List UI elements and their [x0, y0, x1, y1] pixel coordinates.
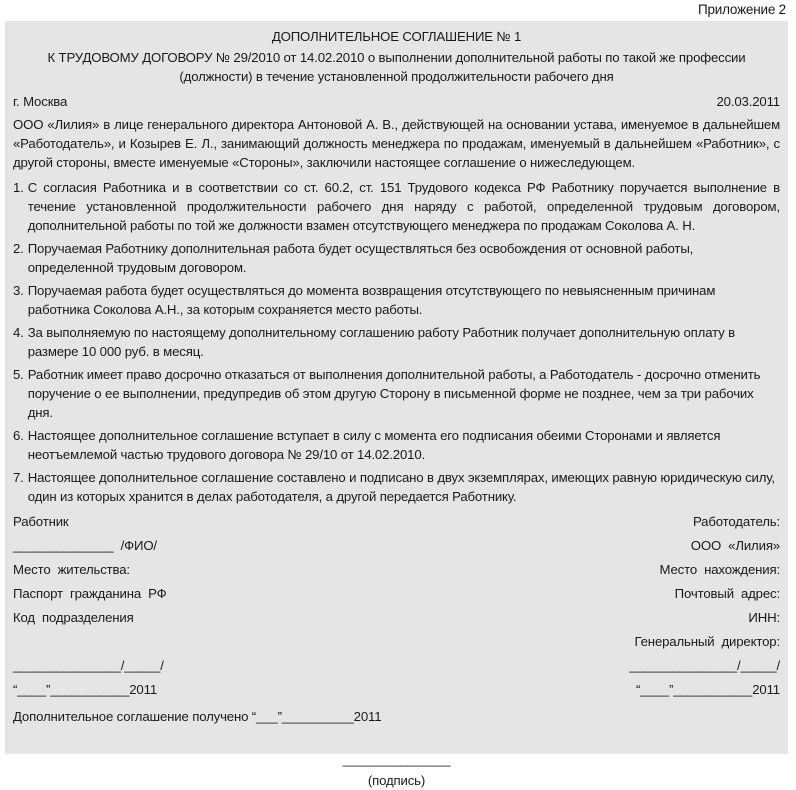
clause-text: За выполняемую по настоящему дополнительному соглашению работу Работник получает дополнительную оплату в размере 10 000 руб. в месяц.: [27, 325, 735, 359]
signature-row: [13, 584, 780, 603]
employee-name-line: ______________ /ФИО/: [13, 538, 157, 553]
employee-division-code: Код подразделения: [13, 610, 134, 625]
clause-number: 5.: [13, 367, 24, 382]
document-title: ДОПОЛНИТЕЛЬНОЕ СОГЛАШЕНИЕ № 1: [271, 29, 522, 44]
employer-postal-address: Почтовый адрес:: [674, 586, 780, 601]
clause-4: [13, 323, 780, 361]
appendix-label: Приложение 2: [697, 2, 786, 17]
employer-signature-line: _______________/_____/: [629, 658, 780, 673]
intro-paragraph: ООО «Лилия» в лице генерального директора Антоновой А. В., действующей на основании устава, именуемое в дальнейшем «Работодатель», и Козырев Е. Л., занимающий должность менеджера по продажам, именуемый в дальнейшем «Работник», с другой стороны, вместе именуемые «Стороны», заключили настоящее соглашение о нижеследующем.: [13, 117, 780, 170]
employee-date-line: “____”___________2011: [13, 682, 158, 697]
clause-7: [13, 468, 780, 506]
clause-text: С согласия Работника и в соответствии со ст. 60.2, ст. 151 Трудового кодекса РФ Работнику поручается выполнение в течение установленной продолжительности рабочего дня наряду с работой, определенной трудовым договором, дополнительной работы по той же должности взамен отсутствующего менеджера по продажам Соколова А. Н.: [27, 180, 780, 233]
signature-row: [13, 632, 780, 651]
place: г. Москва: [13, 94, 68, 109]
employee-label: Работник: [13, 514, 69, 529]
signature-row: [13, 608, 780, 627]
document-body: [5, 21, 788, 788]
employee-passport: Паспорт гражданина РФ: [13, 586, 167, 601]
employee-residence: Место жительства:: [13, 562, 130, 577]
employer-date-line: “____”___________2011: [635, 682, 780, 697]
signature-row: [13, 680, 780, 699]
employer-director-label: Генеральный директор:: [634, 634, 780, 649]
clause-3: [13, 281, 780, 319]
clause-6: [13, 426, 780, 464]
employer-name: ООО «Лилия»: [690, 538, 780, 553]
signature-row: [13, 560, 780, 579]
signature-row: [13, 512, 780, 531]
clause-text: Поручаемая Работнику дополнительная работа будет осуществляться без освобождения от основной работы, определенной трудовым договором.: [27, 241, 694, 275]
clause-text: Поручаемая работа будет осуществляться до момента возвращения отсутствующего по невыясненным причинам работника Соколова А.Н., за которым сохраняется место работы.: [27, 283, 716, 317]
signatures-block: [13, 512, 780, 699]
clause-number: 4.: [13, 325, 24, 340]
clause-text: Настоящее дополнительное соглашение вступает в силу с момента его подписания обеими Сторонами и является неотъемлемой частью трудового договора № 29/10 от 14.02.2010.: [27, 428, 721, 462]
clause-text: Работник имеет право досрочно отказаться от выполнения дополнительной работы, а Работодатель - досрочно отменить поручение о ее выполнении, предупредив об этом другую Сторону в письменной форме не позднее, чем за три рабочих дня.: [27, 367, 761, 420]
document-subtitle: К ТРУДОВОМУ ДОГОВОРУ № 29/2010 от 14.02.2010 о выполнении дополнительной работы по такой же профессии (должности) в течение установленной продолжительности рабочего дня: [47, 50, 746, 84]
clause-number: 3.: [13, 283, 24, 298]
clause-number: 6.: [13, 428, 24, 443]
receipt-line: Дополнительное соглашение получено “___”__________2011: [13, 709, 382, 724]
employer-inn: ИНН:: [748, 610, 780, 625]
signature-row: [13, 656, 780, 675]
clause-2: [13, 239, 780, 277]
clause-text: Настоящее дополнительное соглашение составлено и подписано в двух экземплярах, имеющих равную юридическую силу, один из которых хранится в делах работодателя, а другой передается Работнику.: [27, 470, 775, 504]
employee-signature-line: _______________/_____/: [13, 658, 164, 673]
receipt-signature-line: _______________: [342, 752, 451, 767]
clause-1: [13, 178, 780, 235]
clause-number: 2.: [13, 241, 24, 256]
date: 20.03.2011: [716, 94, 780, 109]
signature-caption: (подпись): [367, 773, 426, 788]
signature-row: [13, 536, 780, 555]
clause-number: 7.: [13, 470, 24, 485]
place-date-row: [13, 92, 780, 111]
clause-5: [13, 365, 780, 422]
employer-location: Место нахождения:: [659, 562, 780, 577]
employer-label: Работодатель:: [692, 514, 780, 529]
clause-number: 1.: [13, 180, 24, 195]
